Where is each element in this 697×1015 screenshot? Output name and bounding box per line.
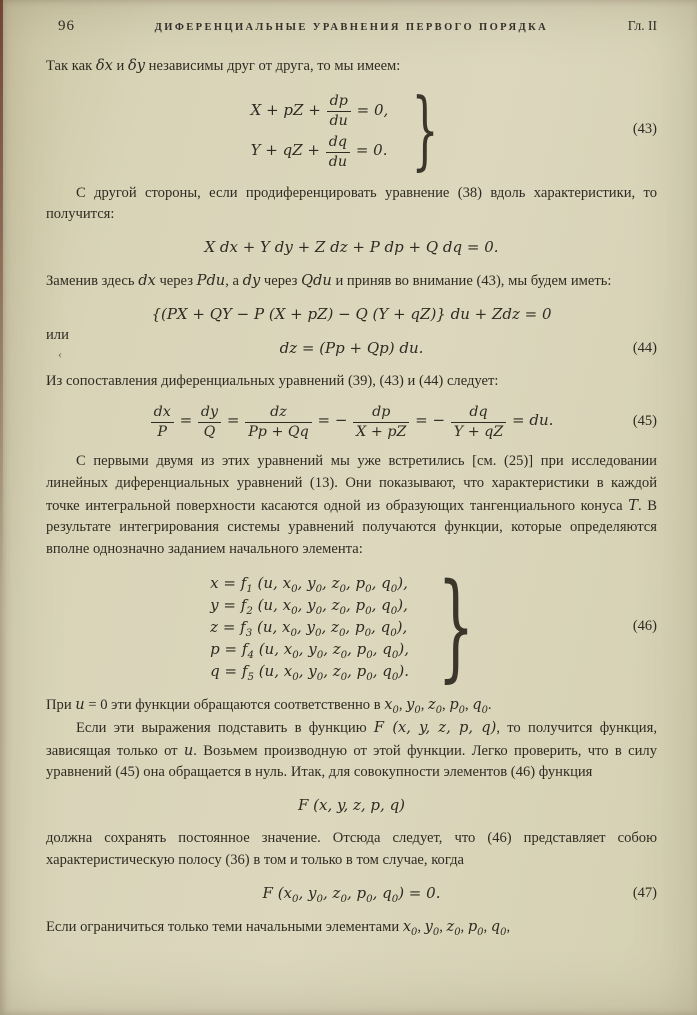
equation-line: $p = f_4$ (u, $x_0$, $y_0$, $z_0$, $p_0$, $q_0$),	[210, 640, 409, 662]
equation-number: (44)	[632, 340, 657, 357]
equation-line: $q = f_5$ (u, $x_0$, $y_0$, $z_0$, $p_0$, $q_0$).	[210, 662, 409, 684]
equation-line: Y + qZ + $\frac{dq}{du}$ = 0.	[250, 133, 388, 170]
equation-number: (47)	[632, 885, 657, 901]
equation-line: dz = (Pp + Qp) du.	[279, 338, 424, 357]
display-equation	[46, 326, 657, 361]
page-header	[0, 0, 697, 35]
paragraph: должна сохранять постоянное значение. Отсюда следует, что (46) представляет собою характеристическую полосу (36) в том и только в том случае, когда	[46, 830, 657, 868]
equation-line: $y = f_2$ (u, $x_0$, $y_0$, $z_0$, $p_0$, $q_0$),	[210, 596, 408, 618]
equation-line: F (x, y, z, p, q)	[297, 795, 406, 814]
equation-line: {(PX + QY − P (X + pZ) − Q (Y + qZ)} du + Zdz = 0	[151, 304, 552, 323]
equation-number: (43)	[632, 121, 657, 138]
display-equation	[46, 795, 657, 818]
running-title: ДИФЕРЕНЦИАЛЬНЫЕ УРАВНЕНИЯ ПЕРВОГО ПОРЯДКА	[154, 22, 549, 33]
display-equation	[46, 304, 657, 327]
equation-system	[46, 80, 657, 180]
equation-line: $z = f_3$ (u, $x_0$, $y_0$, $z_0$, $p_0$, $q_0$),	[210, 618, 408, 640]
display-equation	[46, 404, 657, 441]
chapter-label: Гл. II	[627, 18, 657, 33]
stray-print-mark: ‹	[58, 346, 62, 361]
right-brace: }	[411, 80, 439, 180]
equation-line: X dx + Y dy + Z dz + P dp + Q dq = 0.	[204, 237, 499, 256]
paragraph: Если эти выражения подставить в функцию F (x, y, z, p, q), то получится функция, зависящая только от u. Возьмем производную от этой функции. Легко проверить, что в силу уравнений (45) она обращается в нуль. Итак, для совокупности элементов (46) функция	[46, 718, 657, 781]
equation-system	[46, 559, 657, 695]
page-number: 96	[58, 18, 75, 34]
display-equation	[46, 237, 657, 260]
connector-word: или	[46, 326, 69, 343]
display-equation	[46, 883, 657, 906]
paragraph: С другой стороны, если продиференцировать уравнение (38) вдоль характеристики, то получится:	[46, 184, 657, 223]
equation-line: F ($x_0$, $y_0$, $z_0$, $p_0$, $q_0) = 0$.	[262, 883, 441, 905]
paragraph: При u = 0 эти функции обращаются соответственно в $x_0$, $y_0$, $z_0$, $p_0$, $q_0$.	[46, 696, 492, 717]
equation-number: (46)	[632, 618, 657, 635]
equation-line: $x = f_1$ (u, $x_0$, $y_0$, $z_0$, $p_0$, $q_0$),	[210, 574, 408, 596]
equation-line: $\frac{dx}{P}$ = $\frac{dy}{Q}$ = $\frac{dz}{Pp + Qq}$ = − $\frac{dp}{X + pZ}$ = − $\frac{dq}{Y + qZ}$ = du.	[150, 404, 554, 441]
paragraph: Если ограничиться только теми начальными элементами $x_0$, $y_0$, $z_0$, $p_0$, $q_0$,	[46, 918, 511, 938]
page-body	[0, 35, 697, 939]
equation-line: X + pZ + $\frac{dp}{du}$ = 0,	[250, 93, 389, 130]
paragraph: С первыми двумя из этих уравнений мы уже встретились [см. (25)] при исследовании линейных диференциальных уравнений (13). Они показывают, что характеристики в каждой точке интегральной поверхности касаются одной из образующих тангенциального конуса T. В результате интегрирования системы уравнений получаются функции, которые определяются вполне однозначно заданием начального элемента:	[46, 453, 658, 557]
paragraph: Заменив здесь dx через Pdu, а dy через Qdu и приняв во внимание (43), мы будем иметь:	[46, 272, 612, 290]
right-brace: }	[437, 559, 475, 695]
paragraph: Так как δx и δy независимы друг от друга, то мы имеем:	[46, 57, 401, 74]
equation-number: (45)	[632, 413, 657, 430]
paragraph: Из сопоставления диференциальных уравнений (39), (43) и (44) следует:	[46, 373, 499, 390]
